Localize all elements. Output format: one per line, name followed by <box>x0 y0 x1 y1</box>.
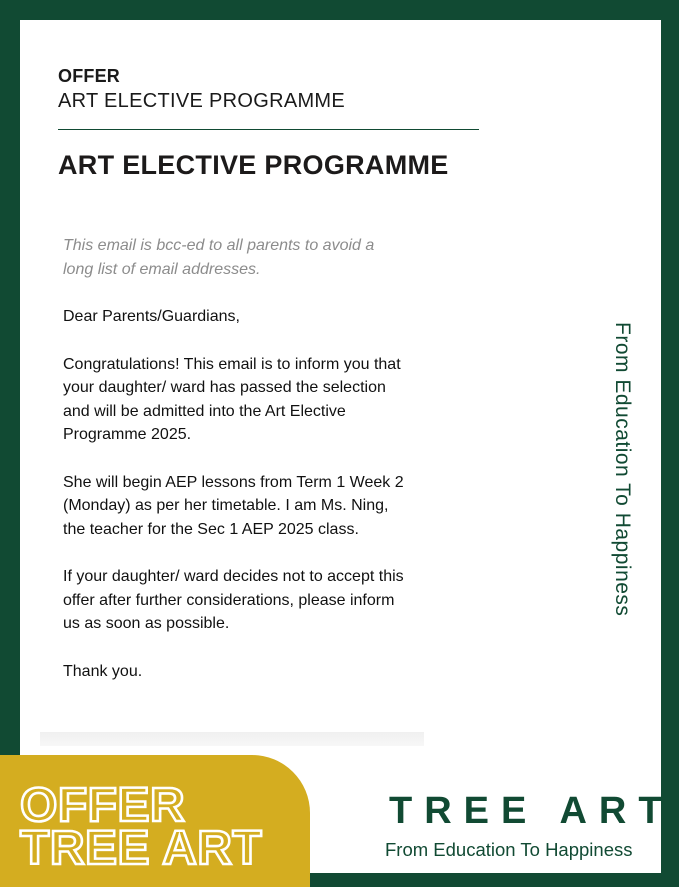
email-paragraph-decline: If your daughter/ ward decides not to accept this offer after further considerations, please inform us as soon as possible. <box>63 568 404 632</box>
email-paragraph-lessons: She will begin AEP lessons from Term 1 Week 2 (Monday) as per her timetable. I am Ms. Ning, the teacher for the Sec 1 AEP 2025 class. <box>63 473 404 538</box>
header-divider <box>58 129 479 130</box>
bcc-note: This email is bcc-ed to all parents to avoid a long list of email addresses. <box>63 237 375 278</box>
side-tagline: From Education To Happiness <box>611 322 634 617</box>
document-card <box>20 20 661 873</box>
page-title: ART ELECTIVE PROGRAMME <box>58 150 449 180</box>
email-body <box>63 234 408 683</box>
email-fade-divider <box>40 732 424 746</box>
brand-tagline: From Education To Happiness <box>385 839 633 860</box>
email-paragraph-congratulations: Congratulations! This email is to inform you that your daughter/ ward has passed the selection and will be admitted into the Art Elective Programme 2025. <box>63 355 401 443</box>
brand-logo-text: TREE ART <box>389 790 674 832</box>
badge-offer-text: OFFER <box>20 779 186 832</box>
header-subtitle: ART ELECTIVE PROGRAMME <box>58 90 346 112</box>
header-eyebrow: OFFER <box>58 66 120 86</box>
badge-brand-text: TREE ART <box>20 822 263 875</box>
email-greeting: Dear Parents/Guardians, <box>63 308 240 325</box>
email-closing: Thank you. <box>63 662 143 680</box>
